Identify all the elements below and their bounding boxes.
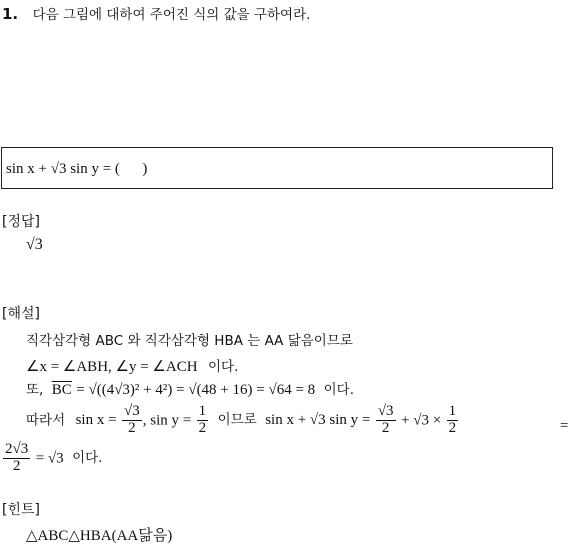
question-number: 1. — [2, 5, 19, 23]
fraction-siny-numerator: 1 — [198, 403, 207, 419]
answer-value: √3 — [26, 236, 43, 253]
fraction-result-denominator: 2 — [12, 457, 21, 474]
angle-relations: ∠x = ∠ABH, ∠y = ∠ACH — [26, 359, 198, 375]
hint-heading: [힌트] — [2, 502, 40, 518]
line-4-equals: = — [560, 418, 569, 434]
expression-lhs: sin x + √3 sin y = ( — [6, 161, 120, 177]
answer-blank — [120, 161, 143, 177]
sinx-label: sin x = — [75, 412, 117, 429]
fraction-sinx-numerator: √3 — [124, 403, 140, 419]
fraction-sinx-denominator: 2 — [128, 419, 136, 436]
line-4-connector: 이므로 — [217, 412, 257, 429]
expression — [6, 161, 147, 178]
fraction-term-2-numerator: 1 — [448, 403, 457, 419]
fraction-result-numerator: 2√3 — [5, 441, 29, 457]
fraction-term-1-denominator: 2 — [381, 419, 390, 436]
siny-label: , sin y = — [142, 412, 192, 429]
explanation-line-5 — [2, 442, 102, 475]
fraction-result — [3, 442, 30, 475]
line-2-suffix: 이다. — [208, 359, 239, 375]
fraction-siny-denominator: 2 — [198, 419, 207, 436]
line-4-prefix: 따라서 — [26, 412, 66, 429]
fraction-term-1-numerator: √3 — [377, 403, 394, 419]
bc-length-expression: = √((4√3)² + 4²) = √(48 + 16) = √64 = 8 — [76, 382, 316, 398]
fraction-sinx — [122, 404, 142, 437]
expression-close: ) — [142, 161, 148, 177]
fraction-term-1 — [376, 404, 396, 437]
explanation-line-4 — [26, 404, 459, 437]
answer-heading: [정답] — [2, 214, 40, 230]
explanation-line-2 — [26, 355, 238, 376]
question — [2, 3, 310, 23]
target-expression: sin x + √3 sin y = — [265, 412, 371, 429]
line-3-suffix: 이다. — [323, 382, 354, 398]
line-3-prefix: 또, — [26, 382, 44, 398]
fraction-term-2 — [447, 404, 459, 437]
segment-bc: $\overline{BC}$ — [51, 382, 72, 398]
fraction-term-2-denominator: 2 — [448, 419, 457, 436]
result-value: = √3 — [35, 450, 64, 467]
question-text: 다음 그림에 대하여 주어진 식의 값을 구하여라. — [32, 7, 311, 23]
line-5-suffix: 이다. — [72, 450, 103, 467]
explanation-line-3 — [26, 378, 354, 399]
explanation-heading: [해설] — [2, 306, 40, 322]
explanation-line-1: 직각삼각형 ABC 와 직각삼각형 HBA 는 AA 닮음이므로 — [26, 333, 353, 349]
hint-text: △ABC△HBA(AA닮음) — [26, 528, 173, 544]
fraction-siny — [197, 404, 209, 437]
plus-times: + √3 × — [401, 412, 442, 429]
